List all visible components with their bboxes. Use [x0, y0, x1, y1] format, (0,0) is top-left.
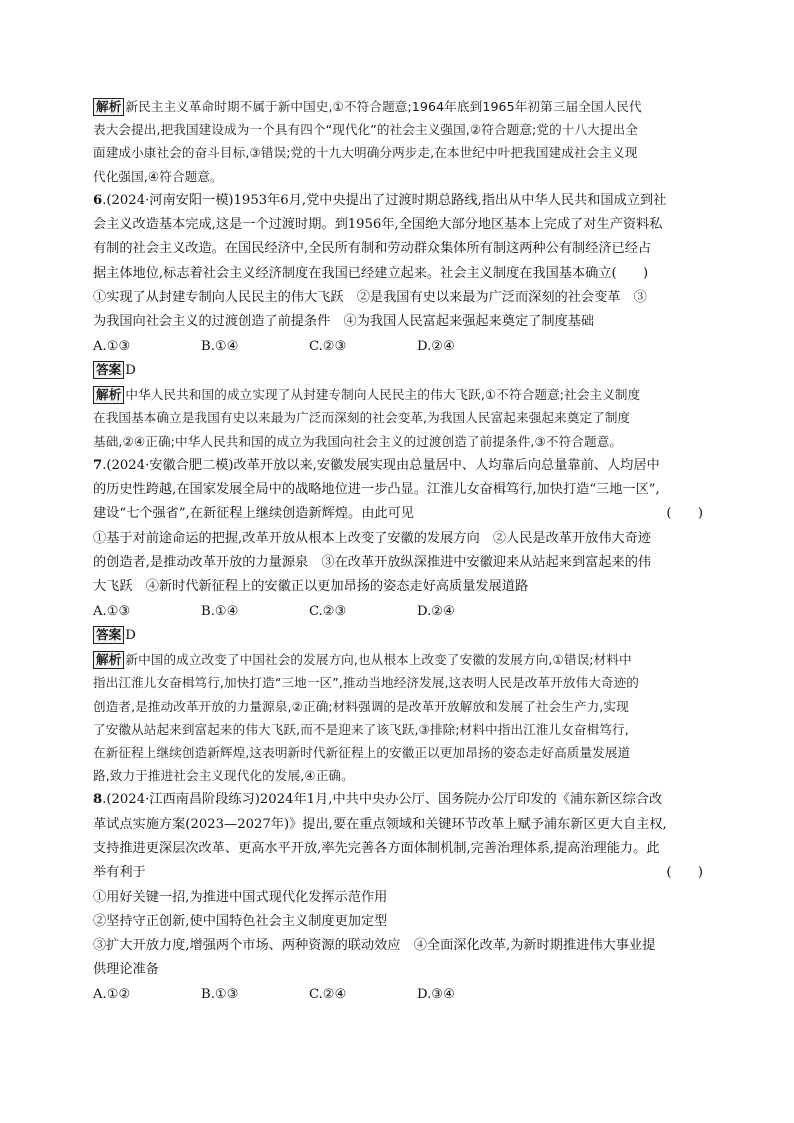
analysis-label: 解析	[93, 386, 124, 404]
statement-line: 的创造者,是推动改革开放的力量源泉 ③在改革开放纵深推进中安徽迎来从站起来到富起来的伟	[93, 554, 652, 570]
answer-label: 答案	[93, 361, 124, 379]
option-a[interactable]: A.①③	[93, 338, 131, 354]
statement-line: 供理论准备	[93, 962, 159, 978]
statement-line: ③扩大开放力度,增强两个市场、两种资源的联动效应 ④全面深化改革,为新时期推进伟大事业提	[93, 938, 656, 954]
option-c[interactable]: C.②③	[309, 603, 347, 619]
question-number: 8	[93, 792, 103, 808]
q5-analysis: 解析 新民主主义革命时期不属于新中国史,①不符合题意;1964年底到1965年初第三届全国人民代 表大会提出,把我国建设成为一个具有四个“现代化”的社会主义强国,②符合题意;党的十八大提出全 面建成小康社会的奋斗目标,③错误;党的十九大明确分两步走,在本世纪中叶把我国建成社会主义现 代化强国,④符合题意。	[93, 99, 642, 184]
q6-options	[93, 335, 703, 359]
answer-bracket: ( )	[666, 865, 703, 881]
option-c[interactable]: C.②③	[309, 338, 347, 354]
analysis-label: 解析	[93, 651, 124, 669]
question-number: 7	[93, 457, 103, 473]
option-b[interactable]: B.①④	[201, 603, 239, 619]
option-d[interactable]: D.③④	[417, 986, 455, 1002]
option-b[interactable]: B.①③	[201, 986, 239, 1002]
answer-value: D	[125, 627, 136, 643]
option-d[interactable]: D.②④	[417, 603, 455, 619]
statement-line: ①实现了从封建专制向人民民主的伟大飞跃 ②是我国有史以来最为广泛而深刻的社会变革 ③	[93, 290, 647, 305]
q7-options	[93, 600, 703, 624]
statement-line: 大飞跃 ④新时代新征程上的安徽正以更加昂扬的姿态走好高质量发展道路	[93, 579, 529, 595]
q6-analysis: 解析 中华人民共和国的成立实现了从封建专制向人民民主的伟大飞跃,①不符合题意;社会主义制度 在我国基本确立是我国有史以来最为广泛而深刻的社会变革,为我国人民富起来强起来奠定了制度 基础,②④正确;中华人民共和国的成立为我国向社会主义的过渡创造了前提条件,③不符合题意。	[93, 387, 641, 449]
q7-answer	[93, 624, 703, 648]
answer-bracket: ( )	[666, 506, 703, 522]
page-content	[93, 95, 703, 1007]
question-7: 7.(2024·安徽合肥二模)改革开放以来,安徽发展实现由总量居中、人均靠后向总量靠前、人均居中 的历史性跨越,在国家发展全局中的战略地位进一步凸显。江淮儿女奋楫笃行,加快打造“三地一区”, 建设“七个强省”,在新征程上继续创造新辉煌。由此可见 ( ) ①基于对前途命运的把握,改革开放从根本上改变了安徽的发展方向 ②人民是改革开放伟大奇迹 的创造者,是推动改革开放的力量源泉 ③在改革开放纵深推进中安徽迎来从站起来到富起来的伟 大飞跃 ④新时代新征程上的安徽正以更加昂扬的姿态走好高质量发展道路	[93, 457, 703, 595]
q6-answer	[93, 359, 703, 383]
question-6: 6.(2024·河南安阳一模)1953年6月,党中央提出了过渡时期总路线,指出从中华人民共和国成立到社 会主义改造基本完成,这是一个过渡时期。到1956年,全国绝大部分地区基本上完成了对生产资料私 有制的社会主义改造。在国民经济中,全民所有制和劳动群众集体所有制这两种公有制经济已经占 据主体地位,标志着社会主义经济制度在我国已经建立起来。社会主义制度在我国基本确立( ) ①实现了从封建专制向人民民主的伟大飞跃 ②是我国有史以来最为广泛而深刻的社会变革 ③ 为我国向社会主义的过渡创造了前提条件 ④为我国人民富起来强起来奠定了制度基础	[93, 192, 667, 330]
option-d[interactable]: D.②④	[417, 338, 455, 354]
statement-line: ①用好关键一招,为推进中国式现代化发挥示范作用	[93, 889, 388, 905]
q8-options	[93, 983, 703, 1007]
option-a[interactable]: A.①②	[93, 986, 131, 1002]
statement-line: ①基于对前途命运的把握,改革开放从根本上改变了安徽的发展方向 ②人民是改革开放伟大奇迹	[93, 530, 652, 546]
option-b[interactable]: B.①④	[201, 338, 239, 354]
option-c[interactable]: C.②④	[309, 986, 347, 1002]
question-8: 8.(2024·江西南昌阶段练习)2024年1月,中共中央办公厅、国务院办公厅印发的《浦东新区综合改 革试点实施方案(2023—2027年)》提出,要在重点领域和关键环节改革上赋予浦东新区更大自主权, 支持推进更深层次改革、更高水平开放,率先完善各方面体制机制,完善治理体系,提高治理能力。此 举有利于 ( ) ①用好关键一招,为推进中国式现代化发挥示范作用 ②坚持守正创新,使中国特色社会主义制度更加定型 ③扩大开放力度,增强两个市场、两种资源的联动效应 ④全面深化改革,为新时期推进伟大事业提 供理论准备	[93, 792, 703, 978]
analysis-label: 解析	[93, 98, 124, 116]
answer-label: 答案	[93, 626, 124, 644]
statement-line: ②坚持守正创新,使中国特色社会主义制度更加定型	[93, 913, 388, 929]
option-a[interactable]: A.①③	[93, 603, 131, 619]
answer-value: D	[125, 362, 136, 378]
q7-analysis: 解析 新中国的成立改变了中国社会的发展方向,也从根本上改变了安徽的发展方向,①错误;材料中 指出江淮儿女奋楫笃行,加快打造“三地一区”,推动当地经济发展,这表明人民是改革开放伟大奇迹的 创造者,是推动改革开放的力量源泉,②正确;材料强调的是改革开放解放和发展了社会生产力,实现 了安徽从站起来到富起来的伟大飞跃,而不是迎来了该飞跃,③排除;材料中指出江淮儿女奋楫笃行, 在新征程上继续创造新辉煌,这表明新时代新征程上的安徽正以更加昂扬的姿态走好高质量发展道 路,致力于推进社会主义现代化的发展,④正确。	[93, 652, 640, 784]
statement-line: 为我国向社会主义的过渡创造了前提条件 ④为我国人民富起来强起来奠定了制度基础	[93, 314, 595, 330]
question-number: 6	[93, 192, 103, 208]
